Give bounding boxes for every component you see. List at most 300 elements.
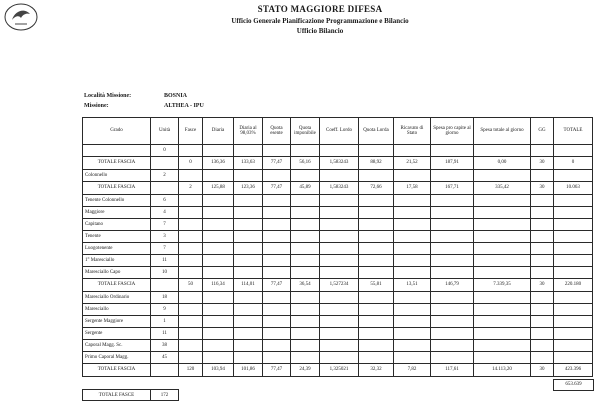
cell-diaria98: 123,36 (234, 182, 263, 195)
cell-diaria (203, 267, 234, 279)
cell-coeff (320, 231, 359, 243)
cell-unita: 2 (151, 170, 179, 182)
cell-unita: 3 (151, 231, 179, 243)
cell-procapite (431, 243, 474, 255)
cell-fasce: 50 (179, 279, 203, 292)
cell-esente (263, 207, 291, 219)
grand-total-row (83, 390, 179, 401)
cell-lorda: 32,32 (359, 364, 394, 377)
cell-coeff: 1,583243 (320, 157, 359, 170)
cell-esente (263, 219, 291, 231)
table-row (83, 219, 593, 231)
cell-esente: 77,47 (263, 182, 291, 195)
cell-ricavato (394, 304, 431, 316)
cell-grado: Tenente (83, 231, 151, 243)
cell-lorda (359, 219, 394, 231)
table-row (83, 292, 593, 304)
grand-total-value: 653.639 (553, 379, 594, 391)
table-row (83, 304, 593, 316)
cell-grado: Primo Caporal Magg. (83, 352, 151, 364)
cell-diaria (203, 219, 234, 231)
cell-esente (263, 231, 291, 243)
cell-fasce (179, 304, 203, 316)
cell-esente (263, 328, 291, 340)
cell-gg (531, 195, 554, 207)
mission-value: ALTHEA - IPU (164, 103, 204, 109)
cell-totale-giorno (474, 219, 531, 231)
cell-imponibile: 45,89 (291, 182, 320, 195)
column-header: Ricavato di Stato (394, 118, 431, 145)
cell-lorda (359, 255, 394, 267)
cell-coeff (320, 267, 359, 279)
cell-diaria98: 133,63 (234, 157, 263, 170)
cell-imponibile (291, 231, 320, 243)
cell-esente (263, 304, 291, 316)
cell-totale-giorno (474, 170, 531, 182)
cell-diaria98 (234, 207, 263, 219)
table-row (83, 316, 593, 328)
cell-ricavato (394, 231, 431, 243)
cell-gg (531, 267, 554, 279)
cell-lorda (359, 304, 394, 316)
cell-unita: 4 (151, 207, 179, 219)
cell-fasce (179, 207, 203, 219)
cell-coeff (320, 255, 359, 267)
cell-totale (554, 255, 593, 267)
cell-coeff (320, 207, 359, 219)
cell-imponibile: 56,16 (291, 157, 320, 170)
location-label: Località Missione: (84, 93, 132, 99)
cell-totale-giorno (474, 231, 531, 243)
cell-diaria98: 114,01 (234, 279, 263, 292)
total-row (83, 364, 593, 377)
cell-esente (263, 316, 291, 328)
cell-totale (554, 352, 593, 364)
cell-imponibile (291, 352, 320, 364)
cell-imponibile (291, 304, 320, 316)
cell-imponibile (291, 243, 320, 255)
cell-imponibile: 36,54 (291, 279, 320, 292)
cell-grado: TOTALE FASCIA (83, 279, 151, 292)
cell-diaria98 (234, 231, 263, 243)
cell-diaria (203, 207, 234, 219)
cell-diaria98 (234, 340, 263, 352)
cell-grado: Maresciallo Capo (83, 267, 151, 279)
cell-grado: Tenente Colonnello (83, 195, 151, 207)
cell-imponibile (291, 207, 320, 219)
cell-gg (531, 207, 554, 219)
cell-imponibile (291, 255, 320, 267)
cell-gg: 30 (531, 157, 554, 170)
cell-coeff: 1,325021 (320, 364, 359, 377)
cell-coeff (320, 316, 359, 328)
cell-coeff (320, 304, 359, 316)
cell-diaria98 (234, 255, 263, 267)
table-row (83, 352, 593, 364)
column-header: TOTALE (554, 118, 593, 145)
cell-procapite: 187,91 (431, 157, 474, 170)
cell-fasce (179, 267, 203, 279)
cell-gg (531, 292, 554, 304)
cell-lorda (359, 352, 394, 364)
mission-label: Missione: (84, 103, 109, 109)
cell-unita: 7 (151, 243, 179, 255)
cell-grado: Colonnello (83, 170, 151, 182)
cell-ricavato (394, 207, 431, 219)
cell-coeff: 1,527234 (320, 279, 359, 292)
cell-grado (83, 145, 151, 157)
cell-diaria98 (234, 195, 263, 207)
cell-ricavato: 21,52 (394, 157, 431, 170)
cell-diaria (203, 243, 234, 255)
cell-unita: 11 (151, 328, 179, 340)
cell-grado: Sergente (83, 328, 151, 340)
cell-lorda (359, 267, 394, 279)
cell-gg (531, 328, 554, 340)
cell-totale (554, 170, 593, 182)
table-row (83, 328, 593, 340)
cell-imponibile (291, 316, 320, 328)
cell-coeff (320, 352, 359, 364)
cell-diaria98 (234, 352, 263, 364)
table-row (83, 255, 593, 267)
cell-gg (531, 145, 554, 157)
cell-ricavato (394, 170, 431, 182)
cell-fasce (179, 292, 203, 304)
cell-esente (263, 340, 291, 352)
total-row (83, 157, 593, 170)
cell-esente (263, 292, 291, 304)
cell-lorda: 72,66 (359, 182, 394, 195)
cell-totale (554, 304, 593, 316)
cell-gg (531, 170, 554, 182)
cell-grado: TOTALE FASCIA (83, 182, 151, 195)
cell-fasce (179, 170, 203, 182)
cell-gg: 30 (531, 279, 554, 292)
cell-procapite: 146,79 (431, 279, 474, 292)
cell-fasce (179, 145, 203, 157)
column-header: Quota Lorda (359, 118, 394, 145)
table-row (83, 243, 593, 255)
cell-totale-giorno (474, 304, 531, 316)
cell-totale (554, 316, 593, 328)
cell-lorda (359, 195, 394, 207)
column-header: Unità (151, 118, 179, 145)
cell-totale-giorno (474, 328, 531, 340)
cell-diaria (203, 170, 234, 182)
cell-esente (263, 243, 291, 255)
cell-imponibile (291, 340, 320, 352)
cell-totale (554, 243, 593, 255)
cell-imponibile (291, 145, 320, 157)
column-header: Quota esente (263, 118, 291, 145)
cell-fasce (179, 243, 203, 255)
document-title: STATO MAGGIORE DIFESA (257, 4, 383, 14)
cell-lorda (359, 292, 394, 304)
cell-lorda (359, 340, 394, 352)
cell-lorda (359, 316, 394, 328)
cell-unita: 11 (151, 255, 179, 267)
cell-diaria: 125,88 (203, 182, 234, 195)
cell-coeff (320, 292, 359, 304)
cell-lorda (359, 145, 394, 157)
cell-diaria (203, 328, 234, 340)
cell-fasce (179, 231, 203, 243)
column-header: Diaria al 98,03% (234, 118, 263, 145)
grand-total-label: TOTALE FASCE (83, 390, 151, 401)
cell-fasce: 120 (179, 364, 203, 377)
column-header: Spesa pro capite al giorno (431, 118, 474, 145)
cell-lorda (359, 207, 394, 219)
cell-coeff: 1,583243 (320, 182, 359, 195)
cell-unita: 18 (151, 292, 179, 304)
cell-diaria (203, 340, 234, 352)
cell-ricavato (394, 243, 431, 255)
cell-esente: 77,47 (263, 364, 291, 377)
cell-esente (263, 352, 291, 364)
cell-totale-giorno: 7.339,35 (474, 279, 531, 292)
cell-procapite (431, 231, 474, 243)
cell-fasce (179, 340, 203, 352)
total-row (83, 182, 593, 195)
cell-unita: 6 (151, 195, 179, 207)
cell-ricavato (394, 292, 431, 304)
cell-grado: Sergente Maggiore (83, 316, 151, 328)
cell-fasce (179, 219, 203, 231)
cell-procapite (431, 219, 474, 231)
cell-grado: Maresciallo Ordinario (83, 292, 151, 304)
table-row (83, 340, 593, 352)
cell-unita: 9 (151, 304, 179, 316)
cell-procapite (431, 352, 474, 364)
cell-coeff (320, 340, 359, 352)
cell-procapite (431, 170, 474, 182)
cell-totale-giorno (474, 292, 531, 304)
cell-totale-giorno: 14.113,20 (474, 364, 531, 377)
cell-imponibile (291, 170, 320, 182)
column-header: Grado (83, 118, 151, 145)
cell-ricavato (394, 328, 431, 340)
cell-procapite (431, 207, 474, 219)
cell-grado: Caporal Magg. Sc. (83, 340, 151, 352)
cell-esente (263, 170, 291, 182)
cell-ricavato (394, 340, 431, 352)
cell-imponibile (291, 219, 320, 231)
cell-totale-giorno (474, 267, 531, 279)
cell-totale: 220.180 (554, 279, 593, 292)
cell-totale (554, 292, 593, 304)
cell-diaria: 136,36 (203, 157, 234, 170)
column-header: Diaria (203, 118, 234, 145)
cell-ricavato (394, 255, 431, 267)
cell-grado: Maresciallo (83, 304, 151, 316)
cell-totale (554, 267, 593, 279)
cell-gg (531, 340, 554, 352)
cell-diaria98 (234, 316, 263, 328)
total-row (83, 279, 593, 292)
cell-diaria (203, 304, 234, 316)
cell-procapite (431, 304, 474, 316)
cell-unita (151, 279, 179, 292)
cell-diaria98 (234, 219, 263, 231)
table-row (83, 267, 593, 279)
cell-diaria (203, 145, 234, 157)
cell-ricavato: 7,82 (394, 364, 431, 377)
cell-imponibile (291, 195, 320, 207)
cell-unita (151, 157, 179, 170)
column-header: Spesa totale al giorno (474, 118, 531, 145)
cell-grado: TOTALE FASCIA (83, 157, 151, 170)
cell-procapite (431, 328, 474, 340)
cell-lorda: 88,92 (359, 157, 394, 170)
cell-totale-giorno (474, 352, 531, 364)
cell-procapite (431, 316, 474, 328)
cell-totale: 10.063 (554, 182, 593, 195)
cell-esente (263, 267, 291, 279)
cell-grado: 1° Maresciallo (83, 255, 151, 267)
cell-diaria (203, 292, 234, 304)
grand-total-units: 172 (151, 390, 179, 401)
cell-totale: 423.396 (554, 364, 593, 377)
cell-ricavato (394, 219, 431, 231)
cell-totale-giorno: 0,00 (474, 157, 531, 170)
cell-ricavato: 17,58 (394, 182, 431, 195)
table-row (83, 170, 593, 182)
cell-ricavato (394, 145, 431, 157)
cell-fasce: 2 (179, 182, 203, 195)
cell-diaria98: 101,86 (234, 364, 263, 377)
table-row (83, 207, 593, 219)
cell-gg (531, 219, 554, 231)
cell-diaria (203, 231, 234, 243)
cell-unita: 10 (151, 267, 179, 279)
cell-unita: 38 (151, 340, 179, 352)
cell-totale (554, 145, 593, 157)
cell-totale (554, 231, 593, 243)
cell-gg: 30 (531, 182, 554, 195)
cell-diaria98 (234, 170, 263, 182)
cell-imponibile (291, 267, 320, 279)
cell-totale (554, 340, 593, 352)
cell-diaria98 (234, 304, 263, 316)
cell-fasce (179, 195, 203, 207)
cell-lorda (359, 231, 394, 243)
cell-imponibile (291, 328, 320, 340)
cell-lorda (359, 328, 394, 340)
cell-grado: Maggiore (83, 207, 151, 219)
cell-diaria (203, 255, 234, 267)
cell-ricavato (394, 195, 431, 207)
cell-coeff (320, 219, 359, 231)
cell-diaria98 (234, 267, 263, 279)
cell-esente (263, 145, 291, 157)
cell-imponibile: 24,39 (291, 364, 320, 377)
cell-fasce (179, 255, 203, 267)
cell-esente (263, 255, 291, 267)
cell-imponibile (291, 292, 320, 304)
cell-procapite (431, 267, 474, 279)
table-row (83, 195, 593, 207)
cell-gg (531, 352, 554, 364)
cell-fasce: 0 (179, 157, 203, 170)
cell-gg (531, 316, 554, 328)
cell-esente: 77,47 (263, 157, 291, 170)
cell-coeff (320, 145, 359, 157)
cell-diaria98 (234, 243, 263, 255)
seal-emblem-icon (3, 2, 39, 32)
cell-coeff (320, 328, 359, 340)
document-subtitle: Ufficio Generale Pianificazione Programmazione e Bilancio (231, 17, 409, 25)
cell-gg (531, 304, 554, 316)
column-header: Fasce (179, 118, 203, 145)
cell-esente (263, 195, 291, 207)
cell-grado: Luogotenente (83, 243, 151, 255)
cell-unita: 1 (151, 316, 179, 328)
cell-fasce (179, 352, 203, 364)
cell-procapite (431, 255, 474, 267)
cell-totale (554, 328, 593, 340)
cell-esente: 77,47 (263, 279, 291, 292)
grand-total-table (82, 389, 179, 401)
cell-unita: 45 (151, 352, 179, 364)
column-header: Quota imponibile (291, 118, 320, 145)
cell-diaria (203, 195, 234, 207)
cell-totale: 0 (554, 157, 593, 170)
cell-lorda (359, 243, 394, 255)
cell-totale (554, 195, 593, 207)
cell-unita (151, 364, 179, 377)
cell-totale-giorno: 335,42 (474, 182, 531, 195)
cell-totale (554, 219, 593, 231)
cell-procapite (431, 145, 474, 157)
cell-ricavato: 13,51 (394, 279, 431, 292)
location-value: BOSNIA (164, 93, 188, 99)
cell-diaria: 103,94 (203, 364, 234, 377)
cell-ricavato (394, 352, 431, 364)
cell-unita: 0 (151, 145, 179, 157)
cell-totale-giorno (474, 195, 531, 207)
cell-unita: 7 (151, 219, 179, 231)
cell-ricavato (394, 267, 431, 279)
cell-fasce (179, 316, 203, 328)
cell-coeff (320, 170, 359, 182)
cell-totale-giorno (474, 243, 531, 255)
cell-grado: Capitano (83, 219, 151, 231)
cell-procapite: 167,71 (431, 182, 474, 195)
cell-diaria98 (234, 292, 263, 304)
cell-procapite (431, 292, 474, 304)
cell-procapite (431, 340, 474, 352)
cell-totale-giorno (474, 316, 531, 328)
cell-coeff (320, 243, 359, 255)
column-header: Coeff. Lordo (320, 118, 359, 145)
cell-ricavato (394, 316, 431, 328)
cell-diaria98 (234, 145, 263, 157)
table-row (83, 145, 593, 157)
office-name: Ufficio Bilancio (296, 27, 344, 35)
cost-table (82, 117, 593, 377)
cell-coeff (320, 195, 359, 207)
cell-lorda (359, 170, 394, 182)
column-header: GG (531, 118, 554, 145)
table-header-row (83, 118, 593, 145)
cell-fasce (179, 328, 203, 340)
cell-unita (151, 182, 179, 195)
cell-gg (531, 255, 554, 267)
table-row (83, 231, 593, 243)
cell-totale (554, 207, 593, 219)
cell-totale-giorno (474, 340, 531, 352)
